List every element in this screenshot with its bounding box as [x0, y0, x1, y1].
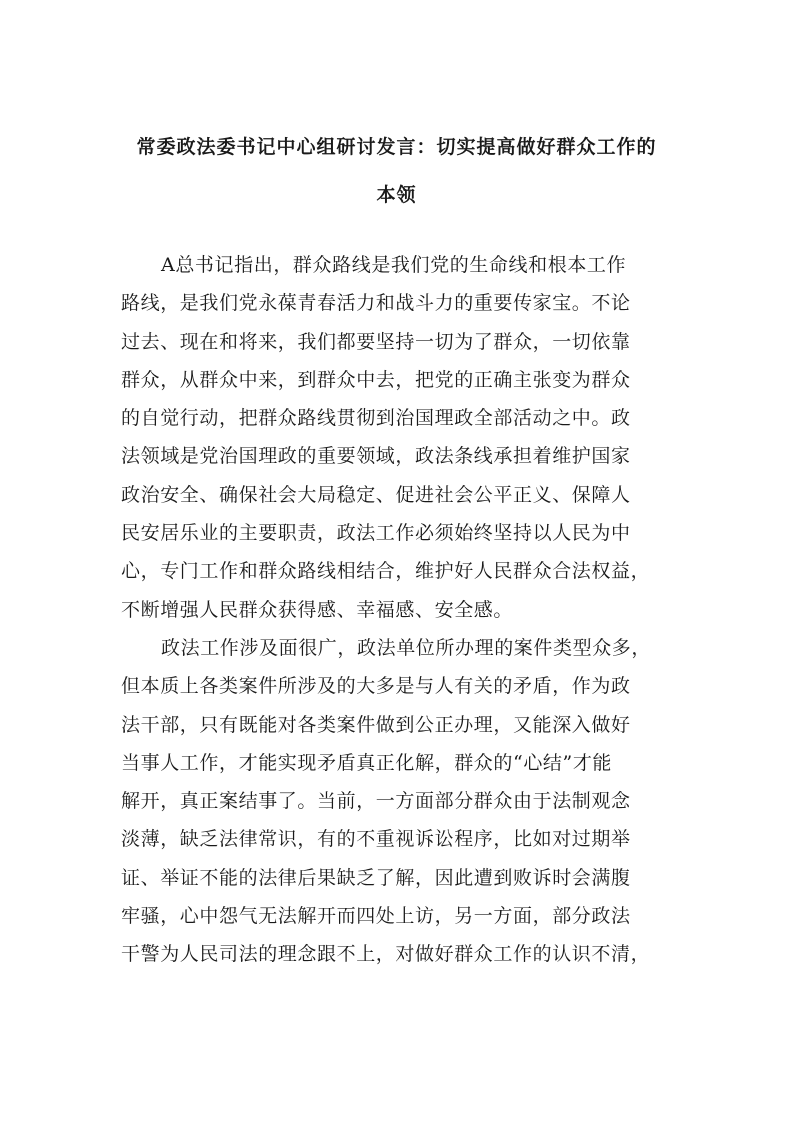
document-body: [121, 246, 681, 974]
paragraph-1-line: 路线，是我们党永葆青春活力和战斗力的重要传家宝。不论: [121, 292, 631, 315]
paragraph-1-line: 的自觉行动，把群众路线贯彻到治国理政全部活动之中。政: [121, 407, 631, 430]
paragraph-1-line: 群众，从群众中来，到群众中去，把党的正确主张变为群众: [121, 368, 631, 391]
paragraph-2-line: 但本质上各类案件所涉及的大多是与人有关的矛盾，作为政: [121, 675, 631, 698]
paragraph-2-line: 证、举证不能的法律后果缺乏了解，因此遭到败诉时会满腹: [121, 866, 631, 889]
document-title-line-2: 本领: [376, 184, 417, 206]
paragraph-1-line: 过去、现在和将来，我们都要坚持一切为了群众，一切依靠: [121, 330, 631, 353]
paragraph-2-line: 干警为人民司法的理念跟不上，对做好群众工作的认识不清，: [121, 943, 651, 966]
paragraph-2-line: 淡薄，缺乏法律常识，有的不重视诉讼程序，比如对过期举: [121, 828, 631, 851]
document-title-line-1: 常委政法委书记中心组研讨发言：切实提高做好群众工作的: [136, 136, 657, 158]
paragraph-2-line: 政法工作涉及面很广，政法单位所办理的案件类型众多，: [161, 636, 652, 659]
paragraph-2-line: 牢骚，心中怨气无法解开而四处上访，另一方面，部分政法: [121, 905, 631, 928]
paragraph-2-line: 当事人工作，才能实现矛盾真正化解，群众的“心结”才能: [121, 751, 613, 774]
paragraph-1-line: A总书记指出，群众路线是我们党的生命线和根本工作: [161, 254, 627, 276]
paragraph-1-line: 心，专门工作和群众路线相结合，维护好人民群众合法权益，: [121, 560, 651, 583]
paragraph-2-line: 解开，真正案结事了。当前，一方面部分群众由于法制观念: [121, 790, 631, 813]
paragraph-1-line: 民安居乐业的主要职责，政法工作必须始终坚持以人民为中: [121, 522, 631, 545]
paragraph-2-line: 法干部，只有既能对各类案件做到公正办理，又能深入做好: [121, 713, 631, 736]
paragraph-1-line: 不断增强人民群众获得感、幸福感、安全感。: [121, 598, 514, 621]
paragraph-1-line: 法领域是党治国理政的重要领域，政法条线承担着维护国家: [121, 445, 631, 468]
paragraph-1-line: 政治安全、确保社会大局稳定、促进社会公平正义、保障人: [121, 483, 631, 506]
